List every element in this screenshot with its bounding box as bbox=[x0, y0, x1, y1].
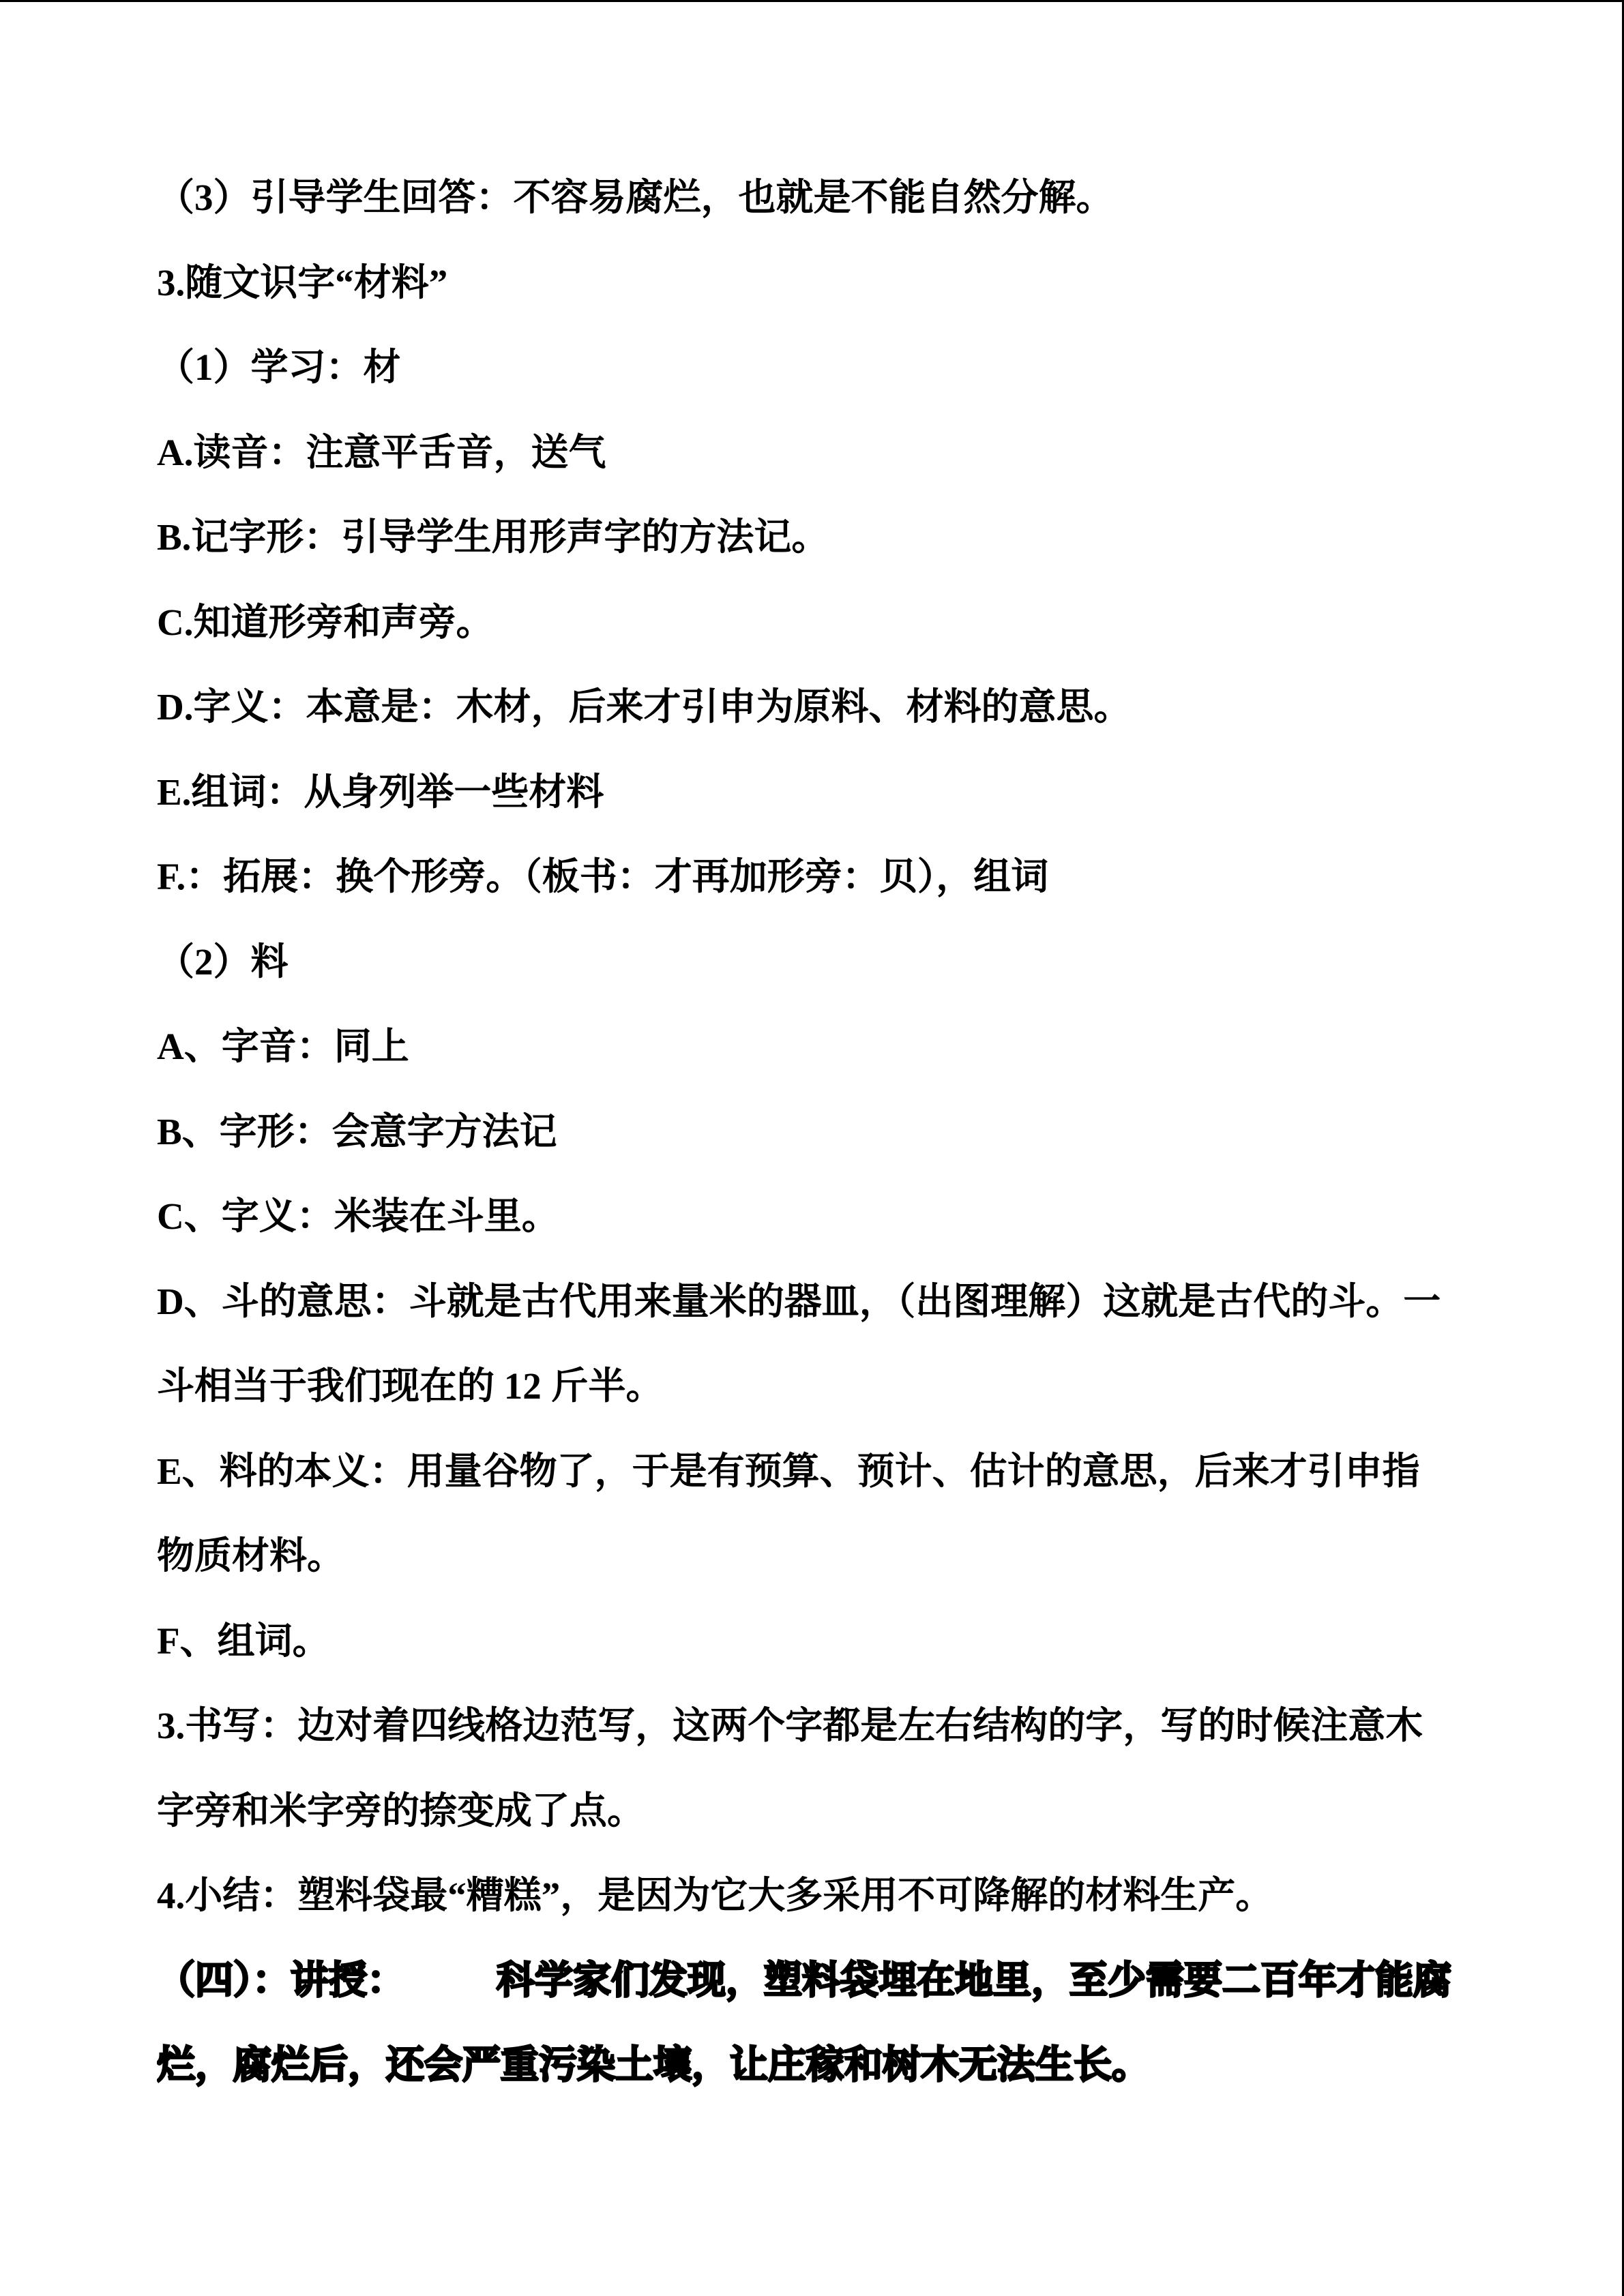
text-line: F.：拓展：换个形旁。（板书：才再加形旁：贝），组词 bbox=[157, 856, 1049, 897]
text-line: F、组词。 bbox=[157, 1620, 330, 1662]
lecture-label: （四）：讲授： bbox=[157, 1959, 405, 2002]
text-line: （1）学习：材 bbox=[157, 346, 401, 388]
summary-step bbox=[157, 1853, 1494, 1939]
document-body bbox=[157, 155, 1494, 2108]
lecture-line bbox=[157, 1939, 1494, 2024]
lecture-section bbox=[157, 1939, 1494, 2108]
text-line: 斗相当于我们现在的 12 斤半。 bbox=[157, 1365, 664, 1407]
list-item bbox=[157, 1004, 1494, 1090]
text-line: （3）引导学生回答：不容易腐烂，也就是不能自然分解。 bbox=[157, 177, 1114, 218]
list-item bbox=[157, 1090, 1494, 1175]
text-line: D.字义：本意是：木材，后来才引申为原料、材料的意思。 bbox=[157, 686, 1132, 728]
text-line: 物质材料。 bbox=[157, 1535, 345, 1577]
list-item bbox=[157, 1259, 1494, 1429]
text-line: （2）料 bbox=[157, 940, 289, 983]
text-line: 字旁和米字旁的捺变成了点。 bbox=[157, 1789, 645, 1832]
text-line: D、斗的意思：斗就是古代用来量米的器皿，（出图理解）这就是古代的斗。一 bbox=[157, 1280, 1441, 1322]
writing-step bbox=[157, 1684, 1494, 1853]
text-line: C.知道形旁和声旁。 bbox=[157, 601, 494, 643]
text-line: A.读音：注意平舌音，送气 bbox=[157, 431, 606, 473]
answer-guidance bbox=[157, 155, 1494, 241]
list-item bbox=[157, 1174, 1494, 1259]
list-item bbox=[157, 1599, 1494, 1684]
list-item bbox=[157, 835, 1494, 920]
list-item bbox=[157, 411, 1494, 496]
subsection-heading bbox=[157, 920, 1494, 1005]
section-heading bbox=[157, 241, 1494, 326]
text-line: B.记字形：引导学生用形声字的方法记。 bbox=[157, 516, 829, 558]
list-item bbox=[157, 580, 1494, 666]
text-line: B、字形：会意字方法记 bbox=[157, 1110, 557, 1152]
text-line: E.组词：从身列举一些材料 bbox=[157, 771, 604, 813]
list-item bbox=[157, 750, 1494, 835]
text-line: 3.随文识字“材料” bbox=[157, 261, 448, 303]
list-item bbox=[157, 665, 1494, 750]
text-line: 3.书写：边对着四线格边范写，这两个字都是左右结构的字，写的时候注意木 bbox=[157, 1705, 1423, 1746]
list-item bbox=[157, 1429, 1494, 1599]
text-line: E、料的本义：用量谷物了，于是有预算、预计、估计的意思，后来才引申指 bbox=[157, 1450, 1420, 1492]
text-line: A、字音：同上 bbox=[157, 1026, 409, 1067]
text-line: C、字义：米装在斗里。 bbox=[157, 1195, 559, 1237]
lecture-line bbox=[157, 2023, 1494, 2108]
text-line: 4.小结：塑料袋最“糟糕”，是因为它大多采用不可降解的材料生产。 bbox=[157, 1875, 1273, 1916]
lecture-text: 科学家们发现，塑料袋埋在地里，至少需要二百年才能腐 bbox=[497, 1959, 1451, 2002]
lecture-text: 烂，腐烂后，还会严重污染土壤，让庄稼和树木无法生长。 bbox=[157, 2044, 1150, 2087]
list-item bbox=[157, 495, 1494, 580]
subsection-heading bbox=[157, 325, 1494, 411]
